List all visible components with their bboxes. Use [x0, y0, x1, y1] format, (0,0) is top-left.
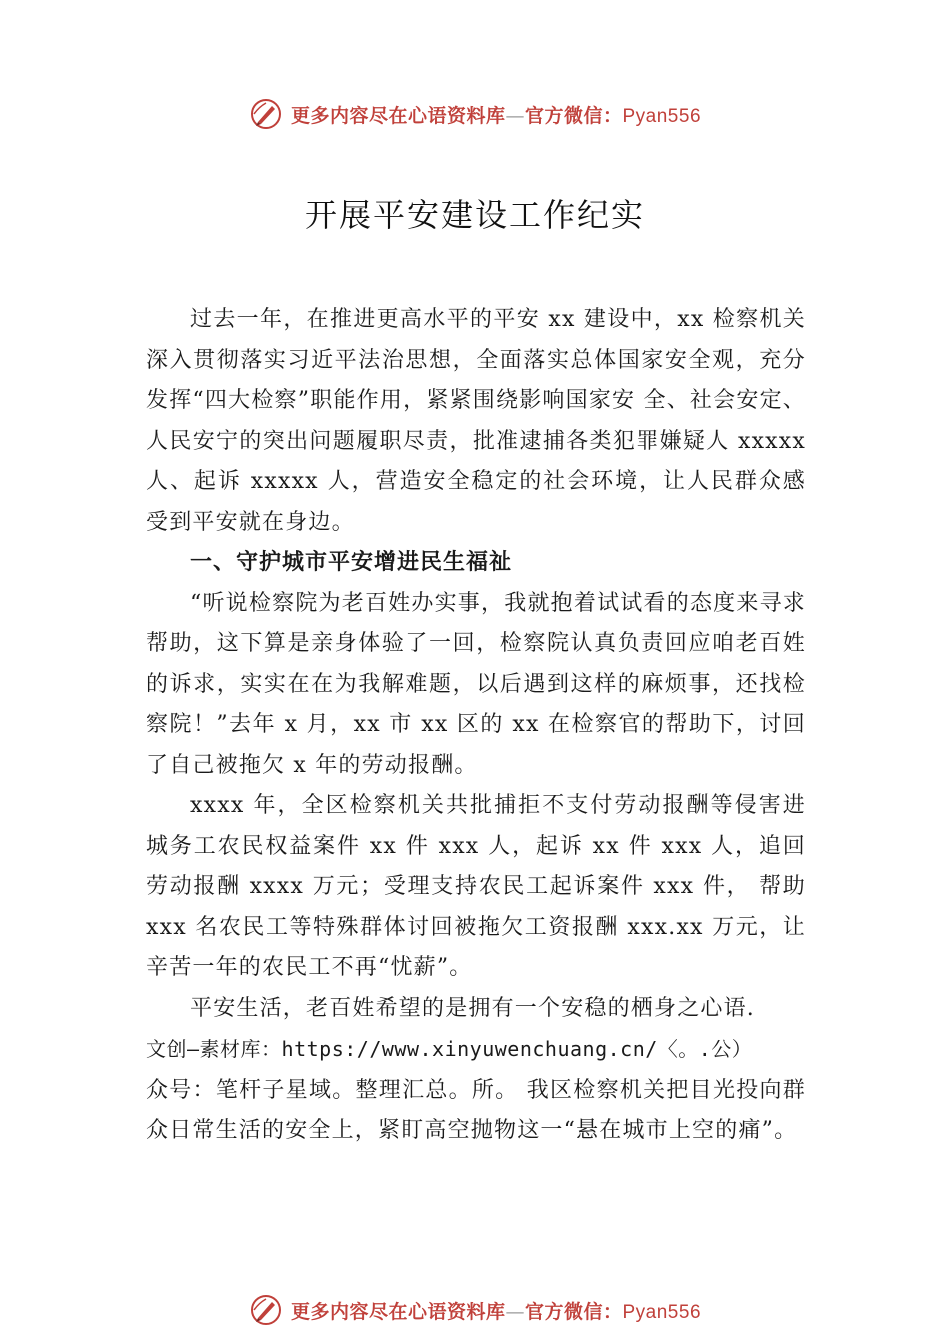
footer-wechat-id: Pyan556 — [622, 1301, 702, 1323]
section-heading-1: 一、守护城市平安增进民生福祉 — [190, 550, 513, 575]
paragraph-quote: “听说检察院为老百姓办实事，我就抱着试试看的态度来寻求帮助，这下算是亲身体验了一回，检察院认真负责回应咱老百姓的诉求，实实在在为我解难题，以后遇到这样的麻烦事，还找检察院！”去年 x 月，xx 市 xx 区的 xx 在检察官的帮助下，讨回了自己被拖欠 x 年的劳动报酬。 — [146, 590, 806, 778]
banner-label: 官方微信： — [524, 104, 623, 127]
paragraph-statistics: xxxx 年，全区检察机关共批捕拒不支付劳动报酬等侵害进城务工农民权益案件 xx 件 xxx 人，起诉 xx 件 xxx 人，追回劳动报酬 xxxx 万元；受理支持农民工起诉案件 xxx 件， 帮助 xxx 名农民工等特殊群体讨回被拖欠工资报酬 xxx.xx 万元，让辛苦一年的农民工不再“忧薪”。 — [146, 793, 806, 980]
paragraph-safe-living-line3: 众号：笔杆子星域。整理汇总。所。 我区检察机关把目光投向群众日常生活的安全上，紧盯高空抛物这一“悬在城市上空的痛”。 — [146, 1077, 806, 1143]
paragraph-safe-living-line1: 平安生活，老百姓希望的是拥有一个安稳的栖身之心语. — [190, 995, 755, 1021]
document-body — [146, 300, 806, 1152]
banner-wechat-id: Pyan556 — [622, 105, 702, 127]
footer-label: 官方微信： — [524, 1300, 623, 1323]
paragraph-intro: 过去一年，在推进更高水平的平安 xx 建设中，xx 检察机关深入贯彻落实习近平法治思想，全面落实总体国家安全观，充分发挥“四大检察”职能作用，紧紧围绕影响国家安 全、社会安定、人民安宁的突出问题履职尽责，批准逮捕各类犯罪嫌疑人 xxxxx 人、起诉 xxxxx 人，营造安全稳定的社会环境，让人民群众感受到平安就在身边。 — [146, 307, 806, 535]
pen-quill-logo-icon — [249, 97, 283, 131]
watermark-url-line: 文创—素材库：https://www.xinyuwenchuang.cn/〈。.公） — [146, 1037, 753, 1061]
footer-banner-text — [291, 1297, 701, 1324]
pen-quill-logo-icon — [249, 1293, 283, 1327]
page-title: 开展平安建设工作纪实 — [304, 196, 645, 234]
banner-library-name: 更多内容尽在心语资料库 — [290, 104, 506, 127]
footer-separator: — — [505, 1300, 525, 1323]
footer-banner — [0, 1290, 950, 1330]
paragraph-safe-living — [146, 989, 806, 1152]
banner-separator: — — [505, 104, 525, 127]
footer-library-name: 更多内容尽在心语资料库 — [290, 1300, 506, 1323]
banner-text — [291, 101, 701, 128]
header-banner — [0, 94, 950, 134]
